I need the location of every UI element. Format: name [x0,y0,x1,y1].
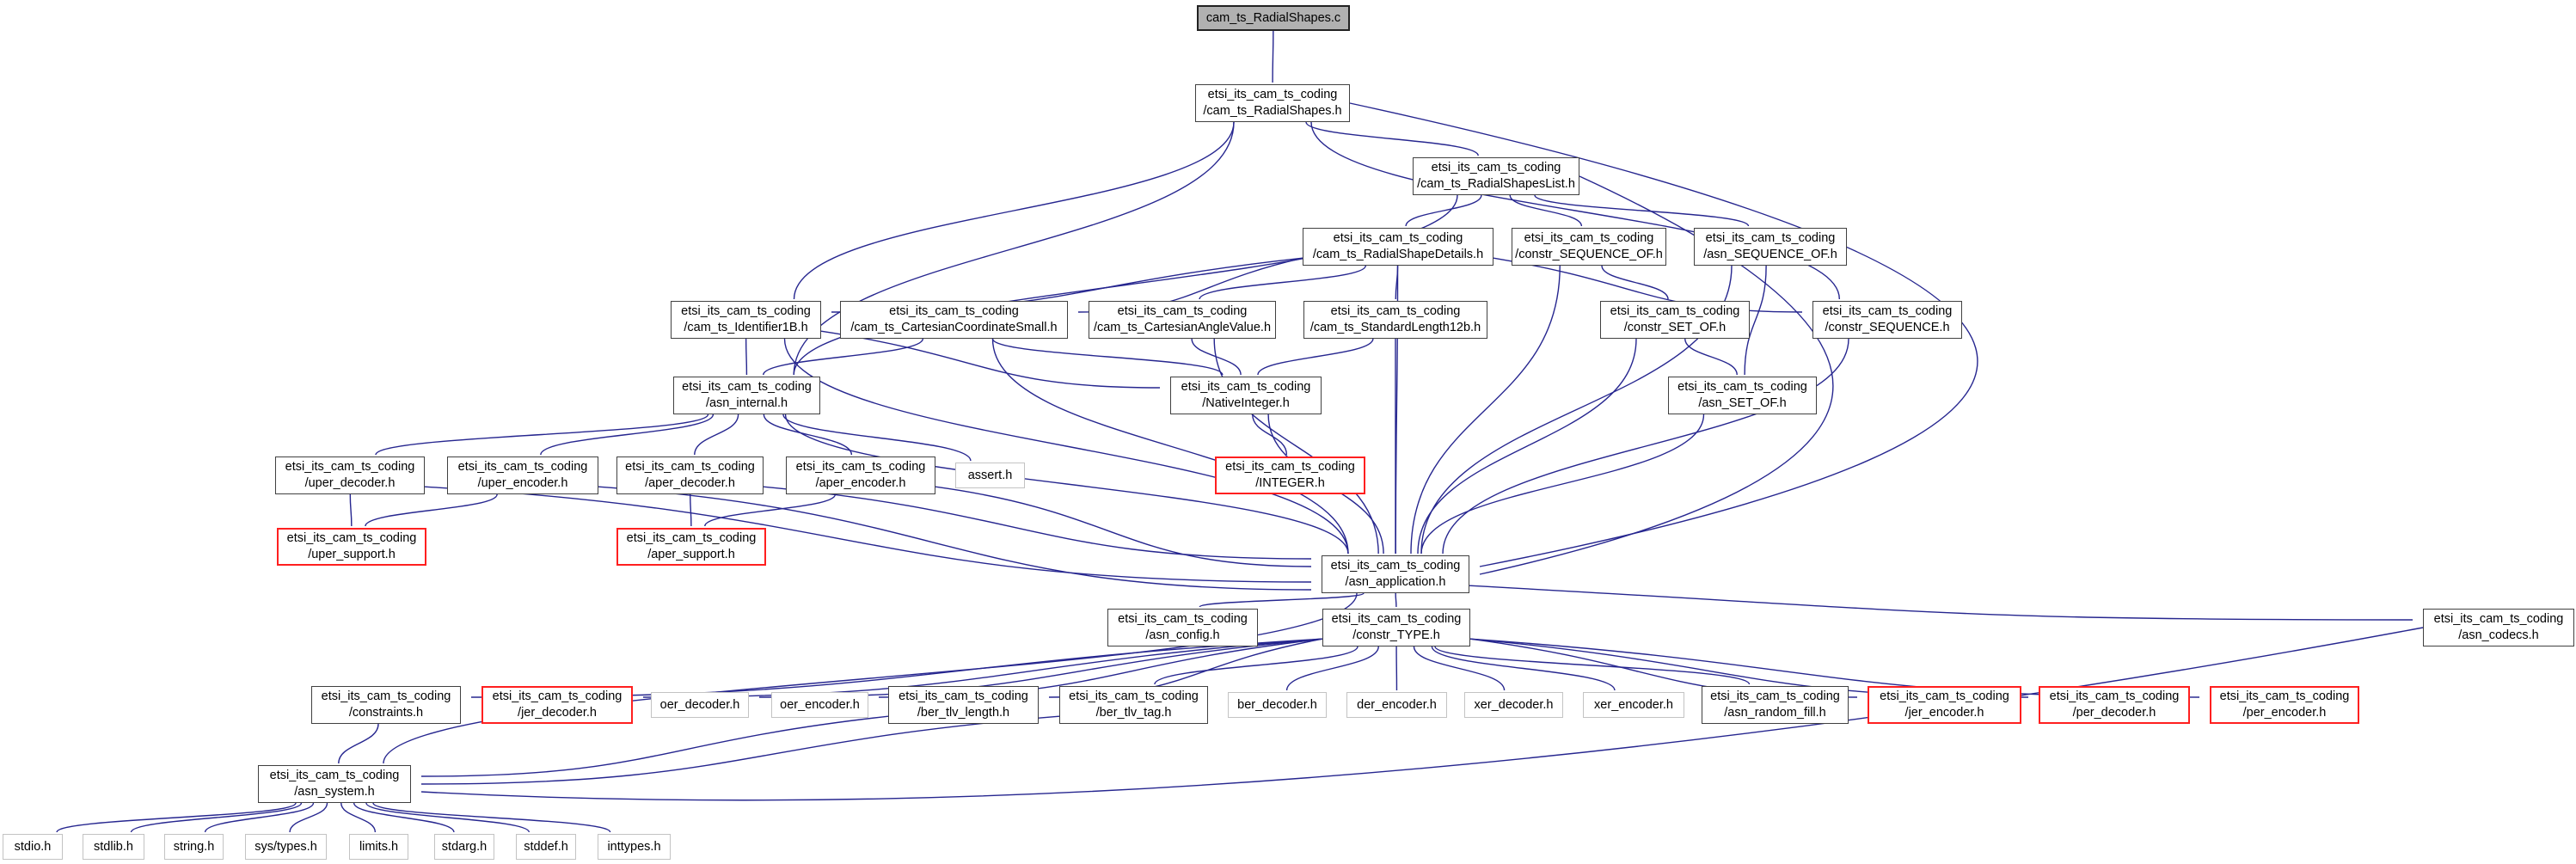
node-label: oer_decoder.h [659,697,740,712]
node-label: /per_decoder.h [2072,706,2156,720]
edge-radialshapeslist_h-to-constr_sequence_of_h [1510,195,1581,226]
node-asn_application_h[interactable] [1322,555,1469,593]
edge-asn_system_h-to-stdarg_h [354,803,454,832]
node-label: /asn_SEQUENCE_OF.h [1703,248,1837,261]
node-label: etsi_its_cam_ts_coding [321,689,451,703]
node-label: etsi_its_cam_ts_coding [1822,304,1953,318]
edge-asn_system_h-to-stddef_h [366,803,529,832]
node-uper_support_h[interactable] [277,528,426,566]
node-label: /jer_decoder.h [518,706,597,720]
edge-asn_application_h-to-asn_codecs_h [1469,585,2413,620]
node-label: etsi_its_cam_ts_coding [1524,231,1654,245]
node-label: etsi_its_cam_ts_coding [1880,689,2009,703]
node-label: etsi_its_cam_ts_coding [1331,612,1462,626]
node-label: /asn_SET_OF.h [1698,396,1787,410]
node-label: inttypes.h [607,839,661,854]
edge-asn_application_h-to-constr_type_h [1395,593,1396,607]
edge-aper_encoder_h-to-asn_application_h [935,487,1311,567]
node-integer_h[interactable] [1215,457,1365,494]
node-cartesiancoordinatesmall_h[interactable] [840,301,1068,339]
node-label: stdlib.h [94,839,133,854]
node-label: etsi_its_cam_ts_coding [492,689,623,703]
node-label: /asn_internal.h [705,396,788,410]
edge-constr_type_h-to-xer_decoder_h [1414,646,1504,690]
node-label: /jer_encoder.h [1904,706,1984,720]
node-uper_encoder_h[interactable] [447,457,598,494]
node-oer_decoder_h [651,692,749,718]
node-label: /asn_application.h [1345,575,1446,589]
node-label: etsi_its_cam_ts_coding [286,531,417,545]
node-label: /cam_ts_StandardLength12b.h [1309,321,1481,334]
node-oer_encoder_h [771,692,868,718]
node-label: etsi_its_cam_ts_coding [682,380,812,394]
node-label: /cam_ts_CartesianCoordinateSmall.h [850,321,1058,334]
node-label: etsi_its_cam_ts_coding [1069,689,1199,703]
edge-asn_internal_h-to-uper_encoder_h [541,414,714,455]
edge-asn_internal_h-to-aper_encoder_h [764,414,851,455]
node-label: cam_ts_RadialShapes.c [1205,10,1341,25]
node-label: etsi_its_cam_ts_coding [2049,689,2180,703]
node-per_decoder_h[interactable] [2039,686,2190,724]
edge-constr_type_h-to-ber_decoder_h [1287,646,1379,690]
edge-cartesiancoordinatesmall_h-to-asn_application_h [993,339,1348,554]
node-inttypes_h [598,834,671,860]
node-label: /aper_support.h [647,548,735,561]
edge-radialshapeslist_h-to-asn_internal_h [794,195,1457,375]
node-label: /aper_decoder.h [645,476,735,490]
node-label: /cam_ts_CartesianAngleValue.h [1093,321,1272,334]
node-label: etsi_its_cam_ts_coding [2219,689,2350,703]
node-label: etsi_its_cam_ts_coding [1705,231,1836,245]
node-identifier1b_h[interactable] [671,301,821,339]
node-label: etsi_its_cam_ts_coding [269,769,400,782]
node-label: der_encoder.h [1357,697,1437,712]
node-label: etsi_its_cam_ts_coding [889,304,1019,318]
edge-uper_decoder_h-to-uper_support_h [350,494,352,526]
node-aper_decoder_h[interactable] [616,457,764,494]
node-constr_type_h[interactable] [1322,609,1470,646]
edge-cartesiancoordinatesmall_h-to-nativeinteger_h [993,339,1223,375]
node-label: etsi_its_cam_ts_coding [1225,460,1355,474]
node-aper_encoder_h[interactable] [786,457,935,494]
node-constraints_h[interactable] [311,686,461,724]
node-limits_h [349,834,408,860]
node-label: etsi_its_cam_ts_coding [1181,380,1311,394]
node-label: stdio.h [14,839,52,854]
edge-aper_decoder_h-to-asn_application_h [764,487,1311,559]
node-label: etsi_its_cam_ts_coding [1330,304,1461,318]
node-label: /constr_TYPE.h [1352,628,1440,642]
node-label: /asn_random_fill.h [1724,706,1826,720]
node-label: /ber_tlv_length.h [917,706,1010,720]
node-label: etsi_its_cam_ts_coding [285,460,415,474]
node-constr_set_of_h[interactable] [1600,301,1750,339]
node-label: etsi_its_cam_ts_coding [457,460,588,474]
node-label: etsi_its_cam_ts_coding [626,531,757,545]
node-asn_random_fill_h[interactable] [1702,686,1849,724]
edge-standardlength12b_h-to-nativeinteger_h [1258,339,1373,375]
node-label: /constr_SET_OF.h [1623,321,1727,334]
node-label: etsi_its_cam_ts_coding [1207,88,1338,101]
node-stdlib_h [83,834,144,860]
edge-identifier1b_h-to-asn_internal_h [746,339,747,375]
edge-identifier1b_h-to-asn_application_h [785,339,1348,554]
node-label: etsi_its_cam_ts_coding [625,460,755,474]
node-c [1197,5,1350,31]
edge-radialshapes_h-to-constr_sequence_h [1311,122,1839,299]
node-label: /constraints.h [348,706,424,720]
node-radialshapeslist_h[interactable] [1413,157,1579,195]
node-label: etsi_its_cam_ts_coding [795,460,926,474]
node-label: string.h [173,839,215,854]
node-label: limits.h [359,839,399,854]
edge-constr_set_of_h-to-asn_set_of_h [1685,339,1737,375]
edge-constraints_h-to-asn_system_h [339,724,378,763]
node-label: stddef.h [524,839,568,854]
node-label: etsi_its_cam_ts_coding [1431,161,1561,175]
edge-asn_system_h-to-inttypes_h [373,803,610,832]
node-label: sys/types.h [255,839,317,854]
edge-asn_set_of_h-to-asn_application_h [1421,414,1704,554]
edge-uper_encoder_h-to-uper_support_h [365,494,497,526]
node-stdio_h [3,834,63,860]
node-cartesiananglevalue_h[interactable] [1089,301,1276,339]
node-constr_sequence_h[interactable] [1812,301,1962,339]
node-label: /per_encoder.h [2242,706,2327,720]
node-xer_decoder_h [1464,692,1563,718]
node-ber_tlv_tag_h[interactable] [1059,686,1208,724]
node-label: etsi_its_cam_ts_coding [2433,612,2564,626]
node-standardlength12b_h[interactable] [1303,301,1487,339]
node-assert_h [955,463,1025,488]
edge-asn_application_h-to-asn_config_h [1199,593,1364,607]
edge-cartesiancoordinatesmall_h-to-asn_internal_h [764,339,923,375]
node-label: oer_encoder.h [780,697,860,712]
node-radialshapedetails_h[interactable] [1303,228,1493,266]
node-stdarg_h [434,834,494,860]
node-label: etsi_its_cam_ts_coding [1333,231,1463,245]
node-label: ber_decoder.h [1237,697,1317,712]
node-per_encoder_h[interactable] [2210,686,2359,724]
node-jer_decoder_h[interactable] [481,686,633,724]
node-label: /uper_decoder.h [304,476,396,490]
node-label: /constr_SEQUENCE_OF.h [1515,248,1663,261]
node-nativeinteger_h[interactable] [1170,377,1322,414]
node-label: /uper_support.h [308,548,396,561]
node-label: stdarg.h [441,839,488,854]
node-label: etsi_its_cam_ts_coding [1117,304,1248,318]
node-uper_decoder_h[interactable] [275,457,425,494]
node-jer_encoder_h[interactable] [1868,686,2021,724]
node-label: /asn_system.h [294,785,375,799]
node-radialshapes_h[interactable] [1195,84,1350,122]
edge-uper_decoder_h-to-asn_application_h [425,487,1311,582]
node-label: /cam_ts_RadialShapes.h [1203,104,1342,118]
node-aper_support_h[interactable] [616,528,766,566]
node-label: /asn_config.h [1145,628,1220,642]
node-string_h [164,834,224,860]
node-ber_tlv_length_h[interactable] [888,686,1039,724]
node-asn_internal_h[interactable] [673,377,820,414]
node-constr_sequence_of_h[interactable] [1512,228,1666,266]
node-asn_codecs_h[interactable] [2423,609,2574,646]
edge-radialshapeslist_h-to-radialshapedetails_h [1406,195,1481,226]
node-label: assert.h [967,468,1013,482]
node-label: /ber_tlv_tag.h [1095,706,1172,720]
node-label: etsi_its_cam_ts_coding [1330,559,1461,573]
node-asn_config_h[interactable] [1107,609,1258,646]
edge-nativeinteger_h-to-integer_h [1253,414,1287,455]
edge-constr_sequence_of_h-to-constr_set_of_h [1602,266,1668,299]
node-label: xer_decoder.h [1474,697,1554,712]
node-label: /constr_SEQUENCE.h [1825,321,1950,334]
node-label: etsi_its_cam_ts_coding [899,689,1028,703]
node-asn_sequence_of_h[interactable] [1694,228,1847,266]
node-label: etsi_its_cam_ts_coding [1118,612,1248,626]
node-label: etsi_its_cam_ts_coding [1677,380,1807,394]
node-label: /aper_encoder.h [815,476,906,490]
edge-aper_decoder_h-to-aper_support_h [690,494,691,526]
node-asn_set_of_h[interactable] [1668,377,1817,414]
node-stddef_h [516,834,576,860]
edge-asn_internal_h-to-uper_decoder_h [376,414,708,455]
node-label: /NativeInteger.h [1202,396,1290,410]
node-label: xer_encoder.h [1594,697,1673,712]
node-label: /uper_encoder.h [477,476,568,490]
node-ber_decoder_h [1228,692,1327,718]
node-label: /cam_ts_RadialShapeDetails.h [1312,248,1484,261]
node-label: etsi_its_cam_ts_coding [681,304,811,318]
node-sys_types_h [245,834,327,860]
node-asn_system_h[interactable] [258,765,411,803]
edge-asn_internal_h-to-aper_decoder_h [695,414,739,455]
node-label: etsi_its_cam_ts_coding [1610,304,1740,318]
edge-constr_type_h-to-ber_tlv_tag_h [1155,646,1358,684]
edge-identifier1b_h-to-nativeinteger_h [821,331,1160,388]
node-label: /INTEGER.h [1255,476,1325,490]
edge-asn_system_h-to-stdlib_h [132,803,302,832]
node-xer_encoder_h [1583,692,1684,718]
node-label: /cam_ts_Identifier1B.h [684,321,808,334]
node-label: /asn_codecs.h [2458,628,2539,642]
node-der_encoder_h [1346,692,1447,718]
node-label: /cam_ts_RadialShapesList.h [1417,177,1575,191]
edge-radialshapes_h-to-identifier1b_h [794,122,1235,299]
node-label: etsi_its_cam_ts_coding [1710,689,1840,703]
